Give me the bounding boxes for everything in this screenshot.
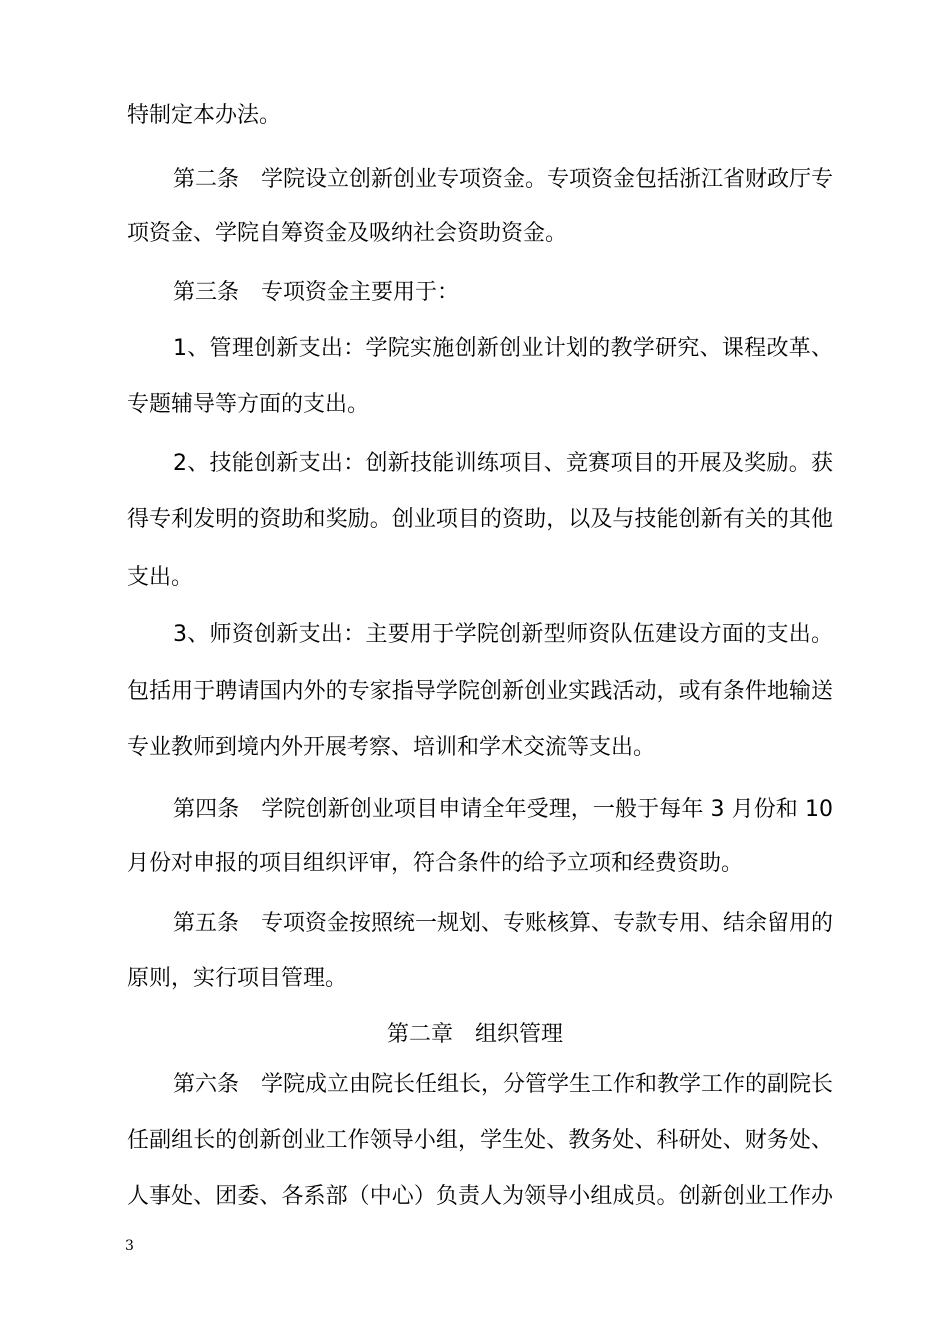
article-6-line-3: 人事处、团委、各系部（中心）负责人为领导小组成员。创新创业工作办 [127, 1184, 833, 1209]
item-3-line-3: 专业教师到境内外开展考察、培训和学术交流等支出。 [127, 735, 656, 760]
article-5-line-1: 第五条 专项资金按照统一规划、专账核算、专款专用、结余留用的 [173, 911, 834, 936]
page-number: 3 [125, 1238, 134, 1254]
text-line: 特制定本办法。 [127, 103, 282, 128]
article-4-line-1: 第四条 学院创新创业项目申请全年受理，一般于每年 3 月份和 10 [173, 797, 833, 822]
item-2-line-3: 支出。 [127, 565, 194, 590]
chapter-heading: 第二章 组织管理 [386, 1022, 563, 1047]
item-2-line-1: 2、技能创新支出：创新技能训练项目、竞赛项目的开展及奖励。获 [173, 451, 833, 476]
article-2-line-2: 项资金、学院自筹资金及吸纳社会资助资金。 [127, 221, 568, 246]
article-5-line-2: 原则，实行项目管理。 [127, 966, 348, 991]
article-6-line-2: 任副组长的创新创业工作领导小组，学生处、教务处、科研处、财务处、 [127, 1128, 833, 1153]
item-1-line-2: 专题辅导等方面的支出。 [127, 392, 370, 417]
article-2-line-1: 第二条 学院设立创新创业专项资金。专项资金包括浙江省财政厅专 [173, 167, 834, 192]
article-3-heading: 第三条 专项资金主要用于： [173, 280, 460, 305]
article-6-line-1: 第六条 学院成立由院长任组长，分管学生工作和教学工作的副院长 [173, 1072, 834, 1097]
item-3-line-2: 包括用于聘请国内外的专家指导学院创新创业实践活动，或有条件地输送 [127, 679, 833, 704]
article-4-line-2: 月份对申报的项目组织评审，符合条件的给予立项和经费资助。 [127, 851, 744, 876]
item-1-line-1: 1、管理创新支出：学院实施创新创业计划的教学研究、课程改革、 [173, 336, 833, 361]
item-3-line-1: 3、师资创新支出：主要用于学院创新型师资队伍建设方面的支出。 [173, 622, 833, 647]
item-2-line-2: 得专利发明的资助和奖励。创业项目的资助，以及与技能创新有关的其他 [127, 507, 833, 532]
